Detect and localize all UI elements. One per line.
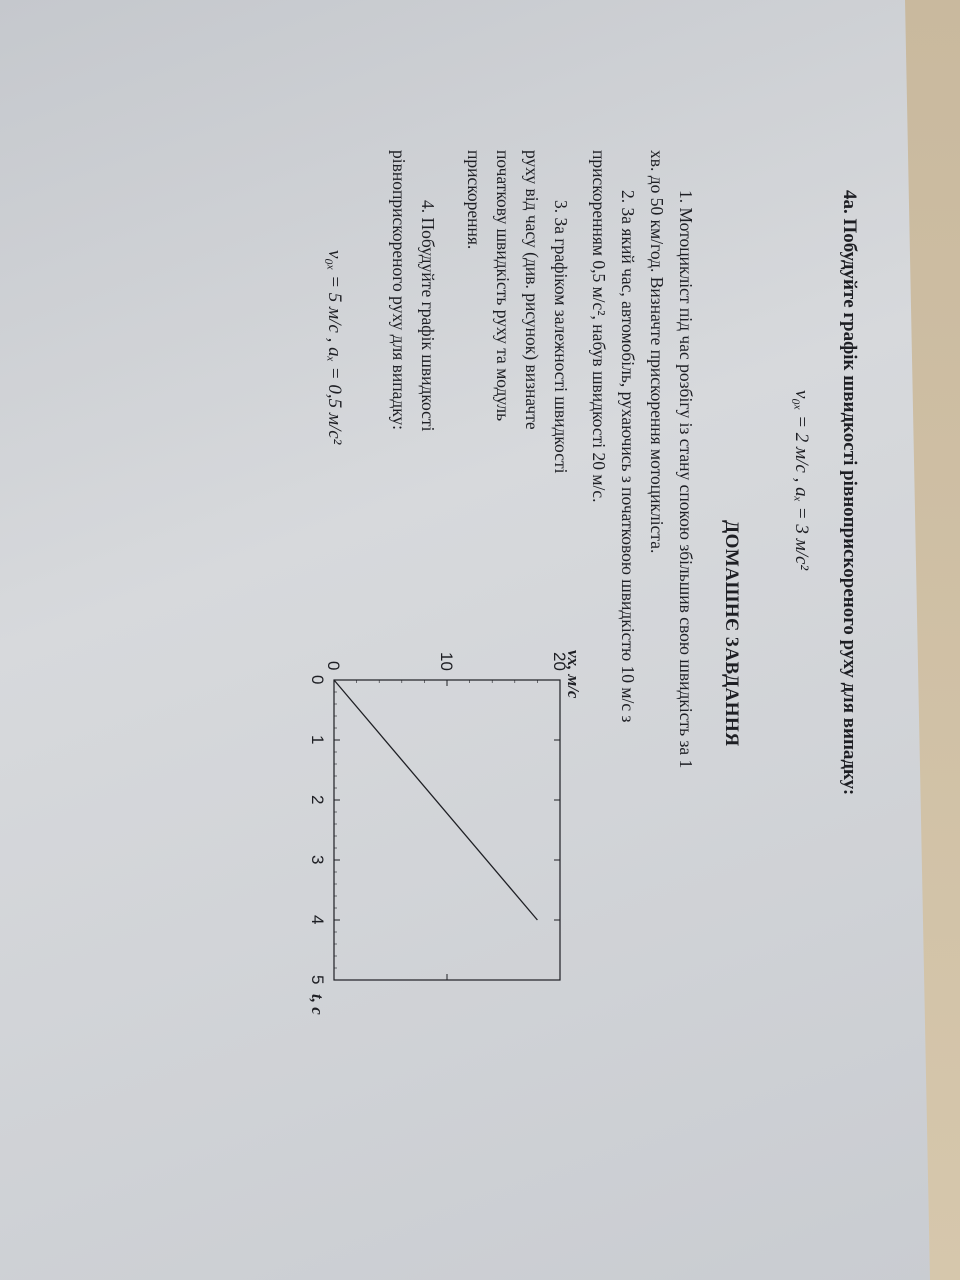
plot-frame [334, 680, 560, 980]
velocity-time-graph [295, 620, 590, 1040]
task-4a-title: 4а. Побудуйте графік швидкості рівноприскореного руху для випадку: [839, 190, 860, 796]
task-4-formula: v₀ₓ = 5 м/с , aₓ = 0,5 м/с² [324, 250, 345, 445]
chart-svg [300, 620, 590, 1040]
task-3-line-2: руху від часу (див. рисунок) визначте [522, 150, 542, 430]
task-3-line-4: прискорення. [464, 150, 484, 250]
task-1-line-2: хв. до 50 км/год. Визначте прискорення мотоцикліста. [647, 150, 667, 554]
y-tick-label: 20 [550, 652, 569, 671]
task-4a-formula: v₀ₓ = 2 м/с , aₓ = 3 м/с² [791, 390, 812, 571]
task-4-line-2: рівноприскореного руху для випадку: [389, 150, 409, 430]
task-3-line-3: початкову швидкість руху та модуль [493, 150, 513, 422]
y-axis-label: vx, м/с [564, 650, 583, 699]
x-tick-label: 0 [308, 675, 327, 685]
homework-heading: ДОМАШНЄ ЗАВДАННЯ [721, 520, 742, 747]
velocity-line [334, 680, 537, 920]
x-tick-label: 4 [308, 915, 327, 925]
y-tick-label: 10 [437, 652, 456, 671]
task-3-line-1: 3. За графіком залежності швидкості [551, 200, 571, 474]
task-4-line-1: 4. Побудуйте графік швидкості [418, 200, 438, 432]
x-tick-label: 1 [308, 735, 327, 745]
x-tick-label: 2 [308, 795, 327, 805]
task-2-line-2: прискоренням 0,5 м/с², набув швидкості 20 м/с. [589, 150, 609, 503]
worksheet-page [260, 150, 860, 1150]
x-axis-label: t, c [308, 994, 327, 1015]
task-1-line-1: 1. Мотоцикліст під час розбігу із стану спокою збільшив свою швидкість за 1 [676, 190, 696, 769]
x-tick-label: 3 [308, 855, 327, 865]
x-tick-label: 5 [308, 975, 327, 985]
y-tick-label: 0 [324, 661, 343, 671]
task-2-line-1: 2. За який час, автомобіль, рухаючись з початковою швидкістю 10 м/с з [618, 190, 638, 723]
